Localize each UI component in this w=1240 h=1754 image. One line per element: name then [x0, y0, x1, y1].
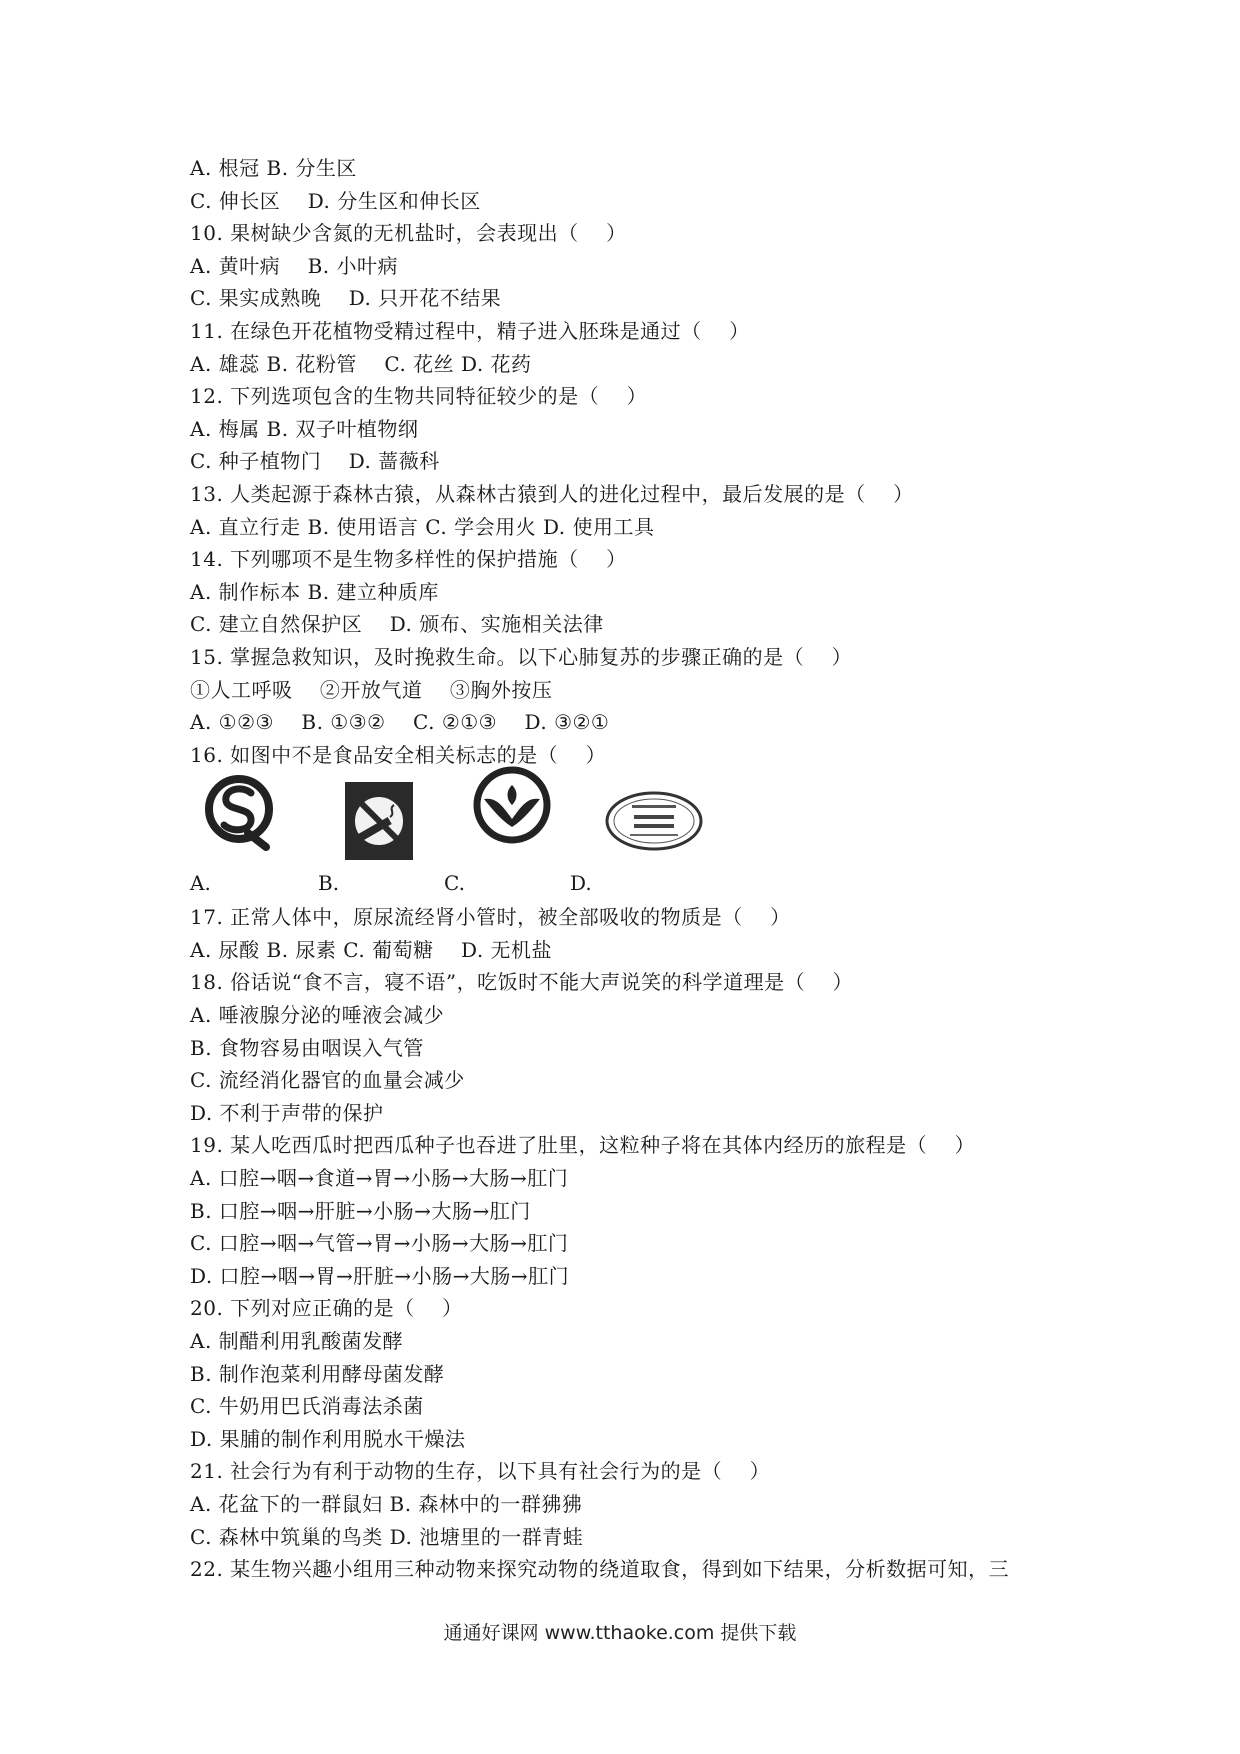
- quarantine-stamp-icon: [604, 789, 704, 853]
- text-line: 22. 某生物兴趣小组用三种动物来探究动物的绕道取食，得到如下结果，分析数据可知，三: [190, 1557, 1010, 1582]
- text-line: C. 口腔→咽→气管→胃→小肠→大肠→肛门: [190, 1231, 569, 1256]
- text-line: A. 唾液腺分泌的唾液会减少: [190, 1003, 445, 1028]
- text-line: 13. 人类起源于森林古猿，从森林古猿到人的进化过程中，最后发展的是（ ）: [190, 481, 914, 506]
- text-line: 20. 下列对应正确的是（ ）: [190, 1296, 463, 1321]
- text-line: C. 建立自然保护区 D. 颁布、实施相关法律: [190, 612, 604, 637]
- text-line: D. 口腔→咽→胃→肝脏→小肠→大肠→肛门: [190, 1263, 570, 1288]
- text-line: 15. 掌握急救知识，及时挽救生命。以下心肺复苏的步骤正确的是（ ）: [190, 644, 853, 669]
- text-line: 19. 某人吃西瓜时把西瓜种子也吞进了肚里，这粒种子将在其体内经历的旅程是（ ）: [190, 1133, 976, 1158]
- text-line: B. 食物容易由咽误入气管: [190, 1035, 424, 1060]
- footer-download-note: 通通好课网 www.tthaoke.com 提供下载: [443, 1622, 797, 1644]
- option-letter: C.: [444, 871, 465, 896]
- text-line: A. 梅属 B. 双子叶植物纲: [190, 416, 419, 441]
- text-line: D. 不利于声带的保护: [190, 1100, 384, 1125]
- text-line: C. 伸长区 D. 分生区和伸长区: [190, 188, 481, 213]
- option-letter: A.: [190, 871, 211, 896]
- option-letter: B.: [318, 871, 340, 896]
- text-line: 14. 下列哪项不是生物多样性的保护措施（ ）: [190, 547, 627, 572]
- questions-17-to-22: [190, 901, 1110, 1585]
- text-line: C. 果实成熟晚 D. 只开花不结果: [190, 286, 502, 311]
- text-line: A. 制作标本 B. 建立种质库: [190, 579, 439, 604]
- green-food-mark-icon: [472, 765, 552, 845]
- text-line: C. 流经消化器官的血量会减少: [190, 1068, 465, 1093]
- text-line: A. ①②③ B. ①③② C. ②①③ D. ③②①: [190, 710, 610, 735]
- text-line: A. 制醋利用乳酸菌发酵: [190, 1329, 404, 1353]
- text-line: D. 果脯的制作利用脱水干燥法: [190, 1426, 466, 1451]
- text-line: A. 根冠 B. 分生区: [190, 156, 357, 180]
- text-line: B. 制作泡菜利用酵母菌发酵: [190, 1361, 445, 1386]
- text-line: A. 尿酸 B. 尿素 C. 葡萄糖 D. 无机盐: [190, 937, 553, 962]
- text-line: 10. 果树缺少含氮的无机盐时，会表现出（ ）: [190, 221, 627, 246]
- qs-quality-mark-icon: [204, 775, 274, 851]
- question-text: [190, 152, 1110, 1586]
- questions-9-to-16: [190, 152, 1110, 771]
- no-smoking-icon: [344, 781, 414, 861]
- text-line: ①人工呼吸 ②开放气道 ③胸外按压: [190, 677, 553, 702]
- text-line: A. 口腔→咽→食道→胃→小肠→大肠→肛门: [190, 1166, 569, 1191]
- text-line: C. 种子植物门 D. 蔷薇科: [190, 449, 440, 474]
- text-line: 11. 在绿色开花植物受精过程中，精子进入胚珠是通过（ ）: [190, 318, 750, 343]
- text-line: A. 黄叶病 B. 小叶病: [190, 253, 398, 278]
- option-letter: D.: [570, 871, 592, 896]
- text-line: C. 牛奶用巴氏消毒法杀菌: [190, 1394, 424, 1419]
- text-line: C. 森林中筑巢的鸟类 D. 池塘里的一群青蛙: [190, 1524, 584, 1549]
- food-safety-logos: [190, 771, 1110, 901]
- text-line: 12. 下列选项包含的生物共同特征较少的是（ ）: [190, 384, 648, 409]
- text-line: 18. 俗话说“食不言，寝不语”，吃饭时不能大声说笑的科学道理是（ ）: [190, 970, 854, 995]
- text-line: 16. 如图中不是食品安全相关标志的是（ ）: [190, 742, 607, 767]
- text-line: 17. 正常人体中，原尿流经肾小管时，被全部吸收的物质是（ ）: [190, 905, 791, 930]
- text-line: A. 雄蕊 B. 花粉管 C. 花丝 D. 花药: [190, 351, 532, 376]
- text-line: A. 直立行走 B. 使用语言 C. 学会用火 D. 使用工具: [190, 514, 655, 539]
- text-line: 21. 社会行为有利于动物的生存，以下具有社会行为的是（ ）: [190, 1459, 771, 1484]
- text-line: A. 花盆下的一群鼠妇 B. 森林中的一群狒狒: [190, 1491, 583, 1516]
- text-line: B. 口腔→咽→肝脏→小肠→大肠→肛门: [190, 1198, 531, 1223]
